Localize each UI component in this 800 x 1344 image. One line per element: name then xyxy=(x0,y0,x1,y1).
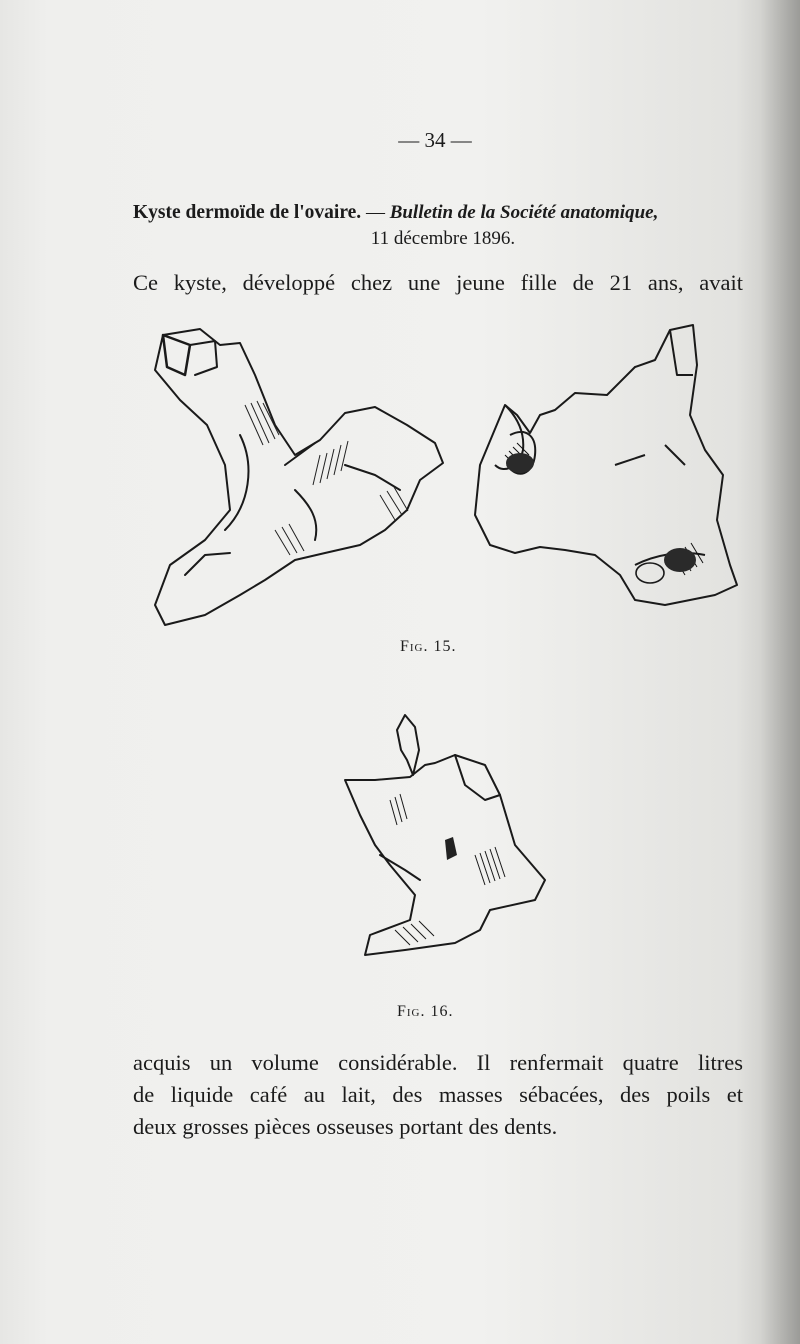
paragraph-line-2: acquis un volume considérable. Il renfermait quatre litres xyxy=(133,1050,743,1075)
paragraph-line-3: de liquide café au lait, des masses sébacées, des poils et xyxy=(133,1082,743,1107)
heading-source: Bulletin de la Société anatomique, xyxy=(389,202,659,223)
section-heading xyxy=(133,200,753,252)
figure-16-illustration xyxy=(335,705,565,965)
paragraph-line-4: deux grosses pièces osseuses portant des dents. xyxy=(133,1114,558,1139)
figure-15-illustration xyxy=(145,315,745,635)
figure-15-caption: Fig. 15. xyxy=(400,638,457,655)
page-edge-shadow xyxy=(760,0,800,1344)
heading-dash: — xyxy=(361,202,390,223)
heading-title: Kyste dermoïde de l'ovaire. xyxy=(133,202,362,223)
heading-date: 11 décembre 1896. xyxy=(370,228,516,249)
page-number: — 34 — xyxy=(398,128,472,152)
paragraph-first-line: Ce kyste, développé chez une jeune fille de 21 ans, avait xyxy=(133,270,743,295)
figure-16-caption: Fig. 16. xyxy=(397,1003,454,1020)
